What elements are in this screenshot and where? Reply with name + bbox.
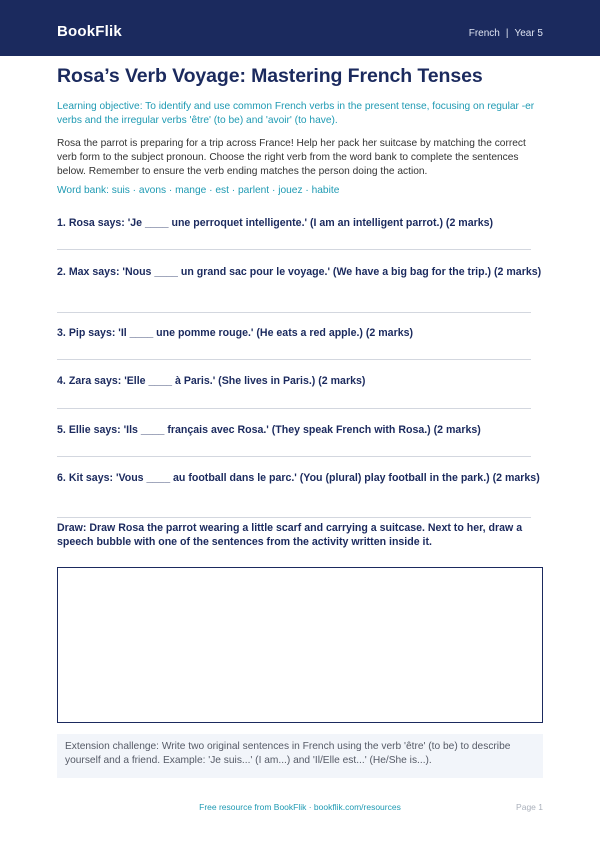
question-text: Kit says: 'Vous ____ au football dans le parc.' (You (plural) play football in the park.) (2 marks): [68, 472, 540, 484]
question-2: [57, 265, 543, 279]
worksheet-title: Rosa’s Verb Voyage: Mastering French Tenses: [57, 65, 483, 87]
footer-credit: Free resource from BookFlik · bookflik.com/resources: [199, 802, 401, 812]
drawing-area[interactable]: [57, 567, 543, 723]
answer-line: [57, 312, 531, 313]
question-3: [57, 326, 543, 340]
question-number: 2.: [57, 266, 66, 278]
question-text: Zara says: 'Elle ____ à Paris.' (She lives in Paris.) (2 marks): [68, 375, 366, 387]
word-bank: Word bank: suis · avons · mange · est · parlent · jouez · habite: [57, 185, 340, 196]
question-number: 5.: [57, 424, 66, 436]
question-6: [57, 471, 543, 485]
question-text: Pip says: 'Il ____ une pomme rouge.' (He eats a red apple.) (2 marks): [68, 327, 414, 339]
answer-line: [57, 456, 531, 457]
extension-challenge: Extension challenge: Write two original sentences in French using the verb 'être' (to be) to describe yourself and a friend. Example: 'Je suis...' (I am...) and 'Il/Elle est...' (He/She is...).: [57, 734, 543, 778]
question-number: 4.: [57, 375, 66, 387]
question-4: [57, 374, 543, 388]
question-text: Ellie says: 'Ils ____ français avec Rosa.' (They speak French with Rosa.) (2 marks): [68, 424, 481, 436]
question-text: Rosa says: 'Je ____ une perroquet intelligente.' (I am an intelligent parrot.) (2 marks): [68, 217, 494, 229]
brand-logo-text: BookFlik: [57, 23, 122, 40]
question-number: 1.: [57, 217, 66, 229]
draw-task: Draw: Draw Rosa the parrot wearing a little scarf and carrying a suitcase. Next to her, draw a speech bubble with one of the sentences from the activity written inside it.: [57, 522, 523, 548]
page-number: Page 1: [516, 802, 543, 812]
header-bar: [0, 0, 600, 56]
learning-objective: Learning objective: To identify and use common French verbs in the present tense, focusing on regular -er verbs and the irregular verbs 'être' (to be) and 'avoir' (to have).: [57, 101, 535, 126]
question-text: Max says: 'Nous ____ un grand sac pour le voyage.' (We have a big bag for the trip.) (2 marks): [68, 266, 542, 278]
answer-line: [57, 517, 531, 518]
question-number: 3.: [57, 327, 66, 339]
question-1: [57, 216, 543, 230]
question-5: [57, 423, 543, 437]
answer-line: [57, 408, 531, 409]
answer-line: [57, 249, 531, 250]
answer-line: [57, 359, 531, 360]
intro-paragraph: Rosa the parrot is preparing for a trip across France! Help her pack her suitcase by matching the correct verb form to the subject pronoun. Choose the right verb from the word bank to complete the sentences below. Remember to ensure the verb ending matches the person doing the action.: [57, 138, 526, 177]
subject-label: French: [468, 28, 500, 39]
separator: |: [505, 28, 509, 39]
year-label: Year 5: [514, 28, 543, 39]
question-number: 6.: [57, 472, 66, 484]
subject-year-label: [469, 28, 543, 39]
